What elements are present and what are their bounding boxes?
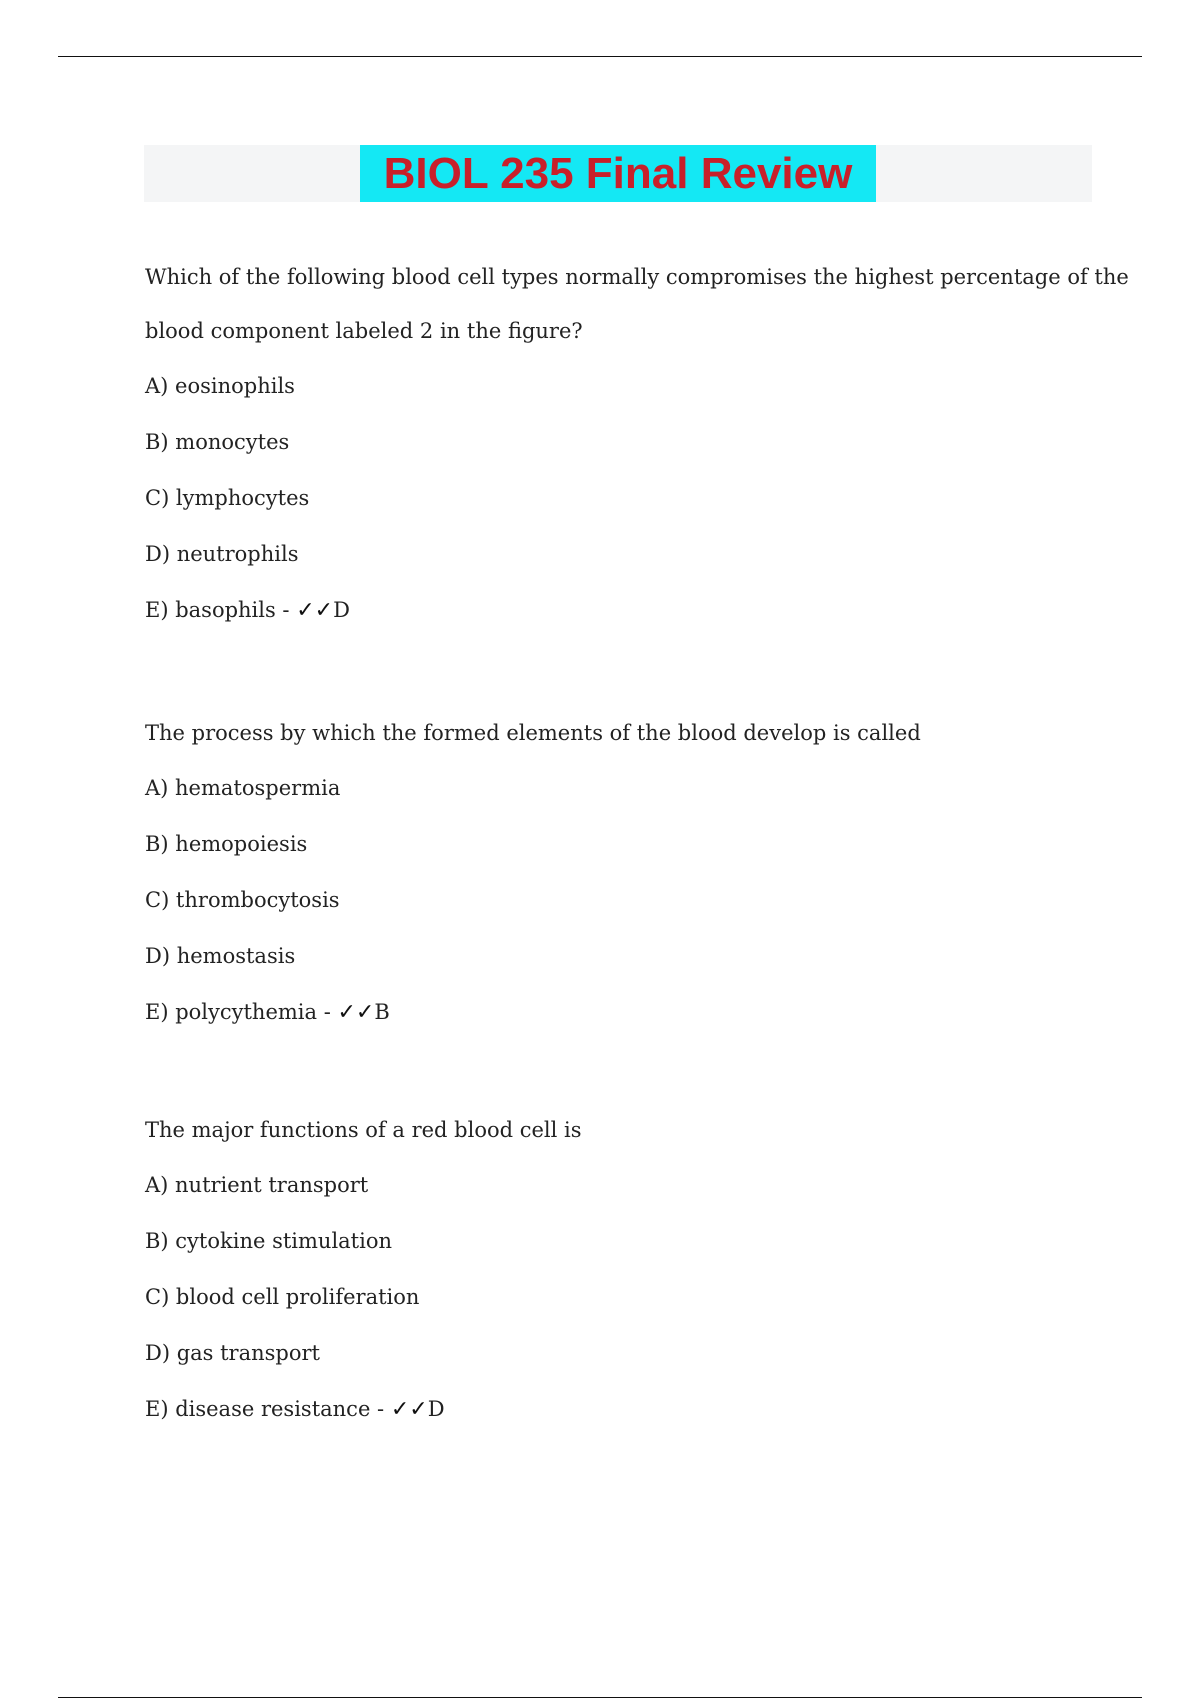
answer-option: A) eosinophils <box>145 374 295 398</box>
question-1 <box>145 250 1129 639</box>
question-text: The process by which the formed elements of the blood develop is called <box>145 721 921 745</box>
answer-option: B) monocytes <box>145 430 290 454</box>
answer-option: E) disease resistance - <box>145 1397 391 1421</box>
correct-answer: D <box>427 1397 445 1421</box>
correct-answer: B <box>374 1000 390 1024</box>
double-check-icon: ✓✓ <box>296 598 334 623</box>
correct-answer: D <box>333 598 350 622</box>
answer-option: D) neutrophils <box>145 542 299 566</box>
double-check-icon: ✓✓ <box>337 1000 375 1025</box>
answer-option-last <box>145 1381 582 1438</box>
answer-option: D) gas transport <box>145 1341 320 1365</box>
answer-option: C) blood cell proliferation <box>145 1285 420 1309</box>
question-text: The major functions of a red blood cell is <box>145 1118 582 1142</box>
answer-option: A) hematospermia <box>145 776 341 800</box>
answer-option: E) basophils - <box>145 598 297 622</box>
answer-option: A) nutrient transport <box>145 1173 369 1197</box>
document-title: BIOL 235 Final Review <box>383 148 853 198</box>
top-rule <box>58 56 1142 57</box>
answer-option: B) hemopoiesis <box>145 832 308 856</box>
question-3 <box>145 1103 582 1438</box>
answer-option: E) polycythemia - <box>145 1000 338 1024</box>
bottom-rule <box>58 1697 1142 1698</box>
answer-option: C) lymphocytes <box>145 486 310 510</box>
question-text: Which of the following blood cell types normally compromises the highest percentage of the <box>145 265 1129 289</box>
answer-option-last <box>145 582 1129 639</box>
answer-option: B) cytokine stimulation <box>145 1229 393 1253</box>
answer-option-last <box>145 984 921 1041</box>
double-check-icon: ✓✓ <box>390 1397 428 1422</box>
answer-option: D) hemostasis <box>145 944 296 968</box>
question-2 <box>145 706 921 1041</box>
answer-option: C) thrombocytosis <box>145 888 340 912</box>
question-text: blood component labeled 2 in the figure? <box>145 319 583 343</box>
title-highlight <box>360 145 876 202</box>
